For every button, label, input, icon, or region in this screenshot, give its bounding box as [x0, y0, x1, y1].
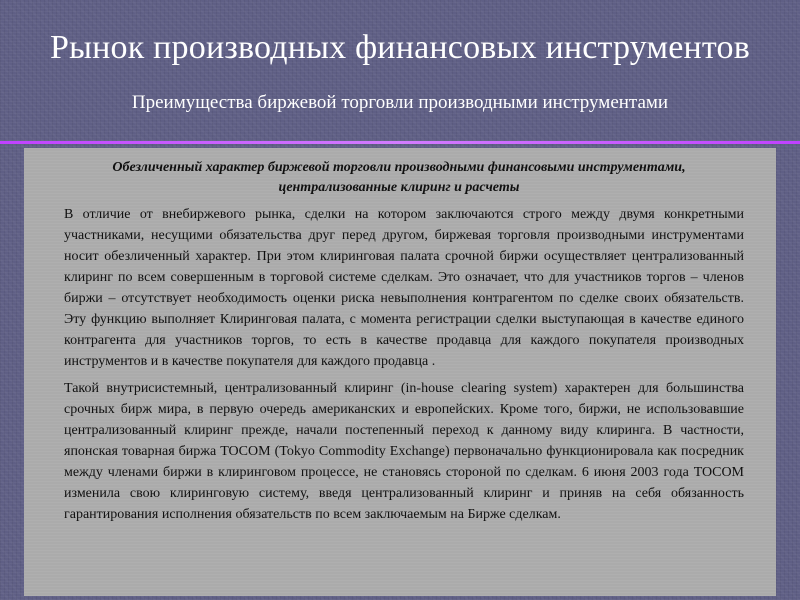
slide-subtitle: Преимущества биржевой торговли производными инструментами — [131, 92, 669, 113]
title-divider — [0, 141, 800, 144]
section-heading: Обезличенный характер биржевой торговли производными финансовыми инструментами, централизованные клиринг и расчеты — [112, 160, 686, 195]
slide-title: Рынок производных финансовых инструментов — [50, 29, 750, 66]
body-paragraph: В отличие от внебиржевого рынка, сделки на котором заключаются строго между двумя конкретными участниками, несущими обязательства друг перед другом, биржевая торговля производными инструментами носит обезличенный характер. При этом клиринговая палата срочной биржи осуществляет централизованный клиринг по всем совершенным в торговой системе сделкам. Это означает, что для участников торгов – членов биржи – отсутствует необходимость оценки риска невыполнения контрагентом по сделке своих обязательств. Эту функцию выполняет Клиринговая палата, с момента регистрации сделки выступающая в качестве единого контрагента для участников торгов, то есть в качестве продавца для каждого покупателя производных инструментов и в качестве покупателя для каждого продавца . — [64, 207, 744, 369]
content-box — [24, 148, 776, 596]
body-paragraph: Такой внутрисистемный, централизованный клиринг (in-house clearing system) характерен для большинства срочных бирж мира, в первую очередь американских и европейских. Кроме того, биржи, не использовавшие централизованный клиринг прежде, начали постепенный переход к данному виду клиринга. В частности, японская товарная биржа TOCOM (Tokyo Commodity Exchange) первоначально функционировала как посредник между членами биржи в клиринговом процессе, не становясь стороной по сделкам. 6 июня 2003 года TOCOM изменила свою клиринговую систему, введя централизованный клиринг и приняв на себя обязанность гарантирования исполнения обязательств по всем заключаемым на Бирже сделкам. — [64, 381, 744, 522]
